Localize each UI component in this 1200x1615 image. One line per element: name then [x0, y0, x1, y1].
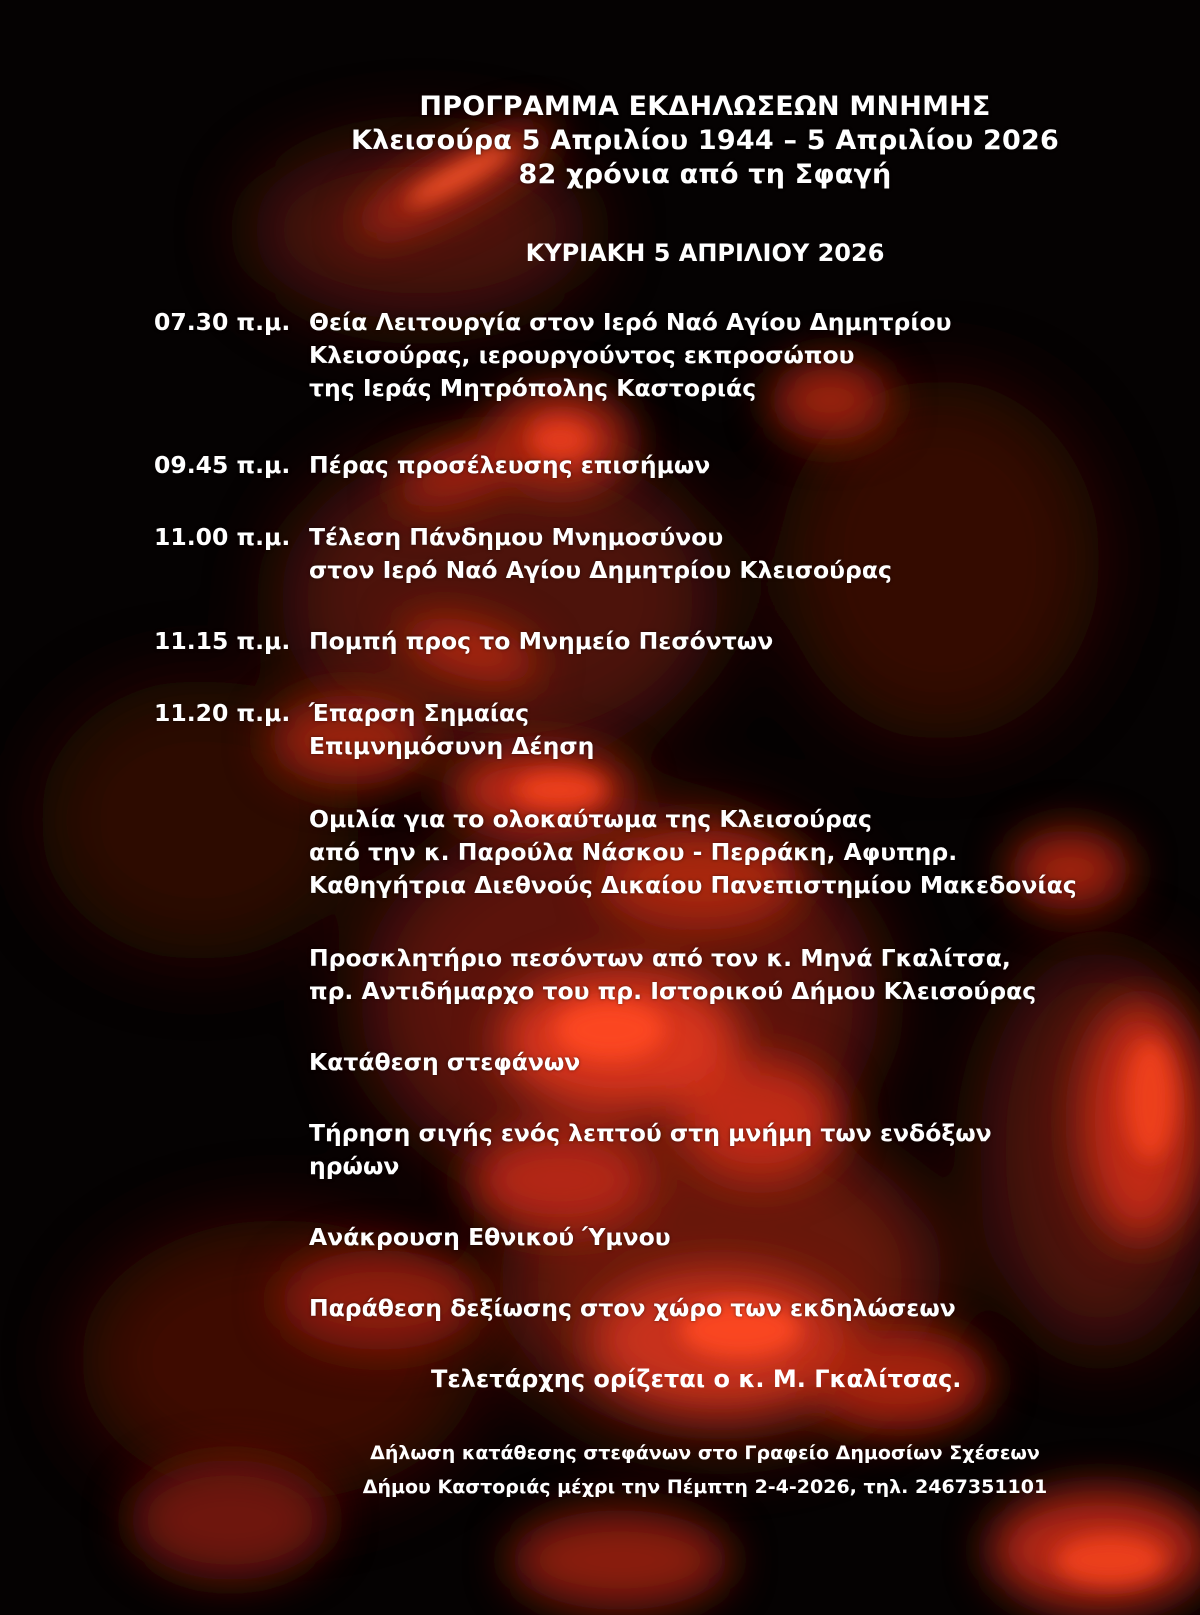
item-line: πρ. Αντιδήμαρχο του πρ. Ιστορικού Δήμου Κλεισούρας — [309, 977, 1037, 1005]
slot-line: Τέλεση Πάνδημου Μνημοσύνου — [309, 523, 724, 551]
event-day: ΚΥΡΙΑΚΗ 5 ΑΠΡΙΛΙΟΥ 2026 — [525, 239, 885, 267]
item-line: από την κ. Παρούλα Νάσκου - Περράκη, Αφυπηρ. — [309, 838, 958, 866]
poster-title: ΠΡΟΓΡΑΜΜΑ ΕΚΔΗΛΩΣΕΩΝ ΜΝΗΜΗΣ — [419, 91, 991, 122]
note-line: Δήμου Καστοριάς μέχρι την Πέμπτη 2-4-2026, τηλ. 2467351101 — [362, 1476, 1048, 1498]
item-line: Κατάθεση στεφάνων — [309, 1048, 581, 1076]
slot-line: Πομπή προς το Μνημείο Πεσόντων — [309, 627, 774, 655]
program-item-reception — [309, 1292, 1189, 1325]
slot-time: 09.45 π.μ. — [154, 451, 291, 479]
wreath-declaration-note — [0, 1436, 1200, 1504]
slot-time: 07.30 π.μ. — [154, 308, 291, 336]
poster-subtitle: 82 χρόνια από τη Σφαγή — [518, 159, 892, 190]
slot-line: Επιμνημόσυνη Δέηση — [309, 732, 595, 760]
slot-line: στον Ιερό Ναό Αγίου Δημητρίου Κλεισούρας — [309, 556, 892, 584]
slot-line: Θεία Λειτουργία στον Ιερό Ναό Αγίου Δημητρίου — [309, 308, 952, 336]
item-line: Τήρηση σιγής ενός λεπτού στη μνήμη των ενδόξων — [309, 1119, 992, 1147]
ceremony-master: Τελετάρχης ορίζεται ο κ. Μ. Γκαλίτσας. — [431, 1365, 962, 1393]
slot-description — [309, 697, 1189, 763]
slot-line: Έπαρση Σημαίας — [309, 699, 530, 727]
program-item-wreaths — [309, 1046, 1189, 1079]
slot-description — [309, 306, 1189, 405]
program-item-anthem — [309, 1221, 1189, 1254]
slot-time: 11.00 π.μ. — [154, 523, 291, 551]
item-line: Καθηγήτρια Διεθνούς Δικαίου Πανεπιστημίου Μακεδονίας — [309, 871, 1077, 899]
slot-line: της Ιεράς Μητρόπολης Καστοριάς — [309, 374, 757, 402]
program-item-silence — [309, 1117, 1189, 1183]
program-item-roll-call — [309, 942, 1189, 1008]
slot-time: 11.20 π.μ. — [154, 699, 291, 727]
poster-dates: Κλεισούρα 5 Απριλίου 1944 – 5 Απριλίου 2026 — [351, 125, 1059, 156]
slot-description — [309, 521, 1189, 587]
item-line: Παράθεση δεξίωσης στον χώρο των εκδηλώσεων — [309, 1294, 956, 1322]
item-line: Προσκλητήριο πεσόντων από τον κ. Μηνά Γκαλίτσα, — [309, 944, 1011, 972]
poster-header — [0, 90, 1200, 192]
item-line: ηρώων — [309, 1152, 400, 1180]
note-line: Δήλωση κατάθεσης στεφάνων στο Γραφείο Δημοσίων Σχέσεων — [370, 1442, 1040, 1464]
slot-line: Κλεισούρας, ιερουργούντος εκπροσώπου — [309, 341, 855, 369]
program-item-speech — [309, 803, 1189, 902]
slot-line: Πέρας προσέλευσης επισήμων — [309, 451, 711, 479]
slot-time: 11.15 π.μ. — [154, 627, 291, 655]
slot-description — [309, 449, 1189, 482]
item-line: Ομιλία για το ολοκαύτωμα της Κλεισούρας — [309, 805, 872, 833]
item-line: Ανάκρουση Εθνικού Ύμνου — [309, 1223, 671, 1251]
slot-description — [309, 625, 1189, 658]
